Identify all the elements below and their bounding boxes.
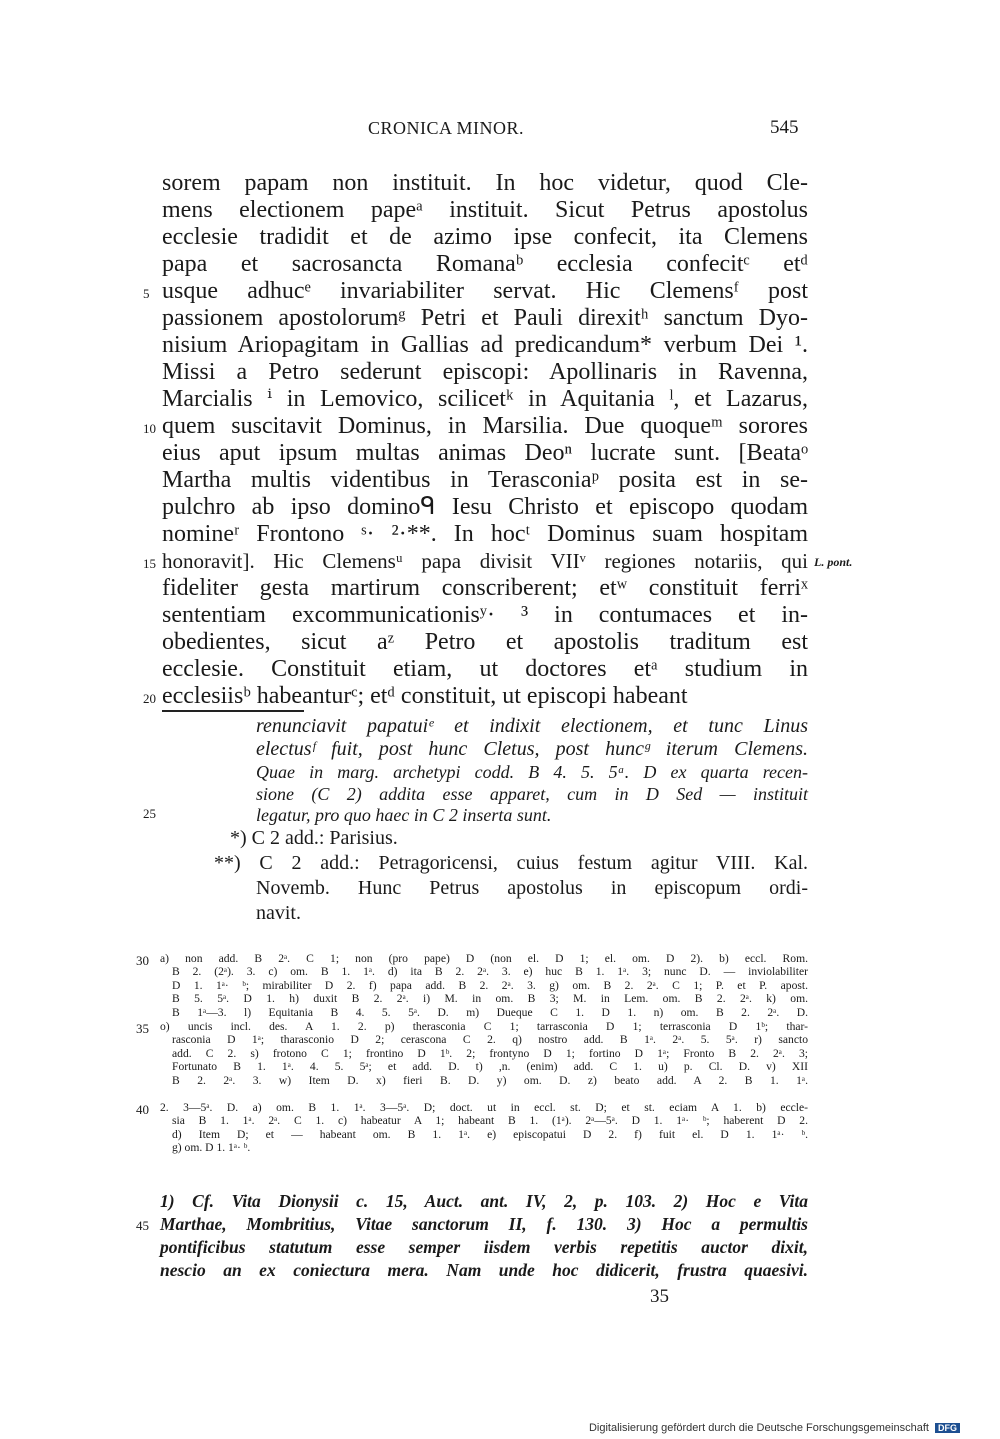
text-line: ecclesie tradidit et de azimo ipse confecit, ita Clemens	[162, 224, 808, 250]
text-line: usque adhucᵉ invariabiliter servat. Hic Clemensᶠ post	[162, 278, 808, 304]
line-number: 15	[143, 556, 156, 571]
footnote-line: nescio an ex coniectura mera. Nam unde hoc didicerit, frustra quaesivi.	[160, 1260, 808, 1280]
text-line: obedientes, sicut aᶻ Petro et apostolis traditum est	[162, 629, 808, 655]
apparatus-line: a) non add. B 2ᵃ. C 1; non (pro pape) D (non el. D 1; el. om. D 2). b) eccl. Rom.	[160, 952, 808, 965]
page-number: 545	[770, 117, 799, 138]
text-line: Martha multis videntibus in Terasconiaᵖ posita est in se-	[162, 467, 808, 493]
text-line: eius aput ipsum multas animas Deoⁿ lucrate sunt. [Beataᵒ	[162, 440, 808, 466]
line-number: 40	[136, 1102, 149, 1117]
note-line: electusᶠ fuit, post hunc Cletus, post huncᵍ iterum Clemens.	[256, 738, 808, 760]
text-line: papa et sacrosancta Romanaᵇ ecclesia confecitᶜ etᵈ	[162, 251, 808, 277]
text-line: ecclesiisᵇ habeanturᶜ; etᵈ constituit, ut episcopi habeant	[162, 683, 688, 709]
apparatus-line: d) Item D; et — habeant om. B 1. 1ᵃ. e) episcopatui D 2. f) fuit el. D 1. 1ᵃ· ᵇ.	[172, 1128, 808, 1141]
running-title: CRONICA MINOR.	[368, 118, 525, 138]
apparatus-line: D 1. 1ᵃ· ᵇ; mirabiliter D 2. f) papa add. B 2. 2ᵃ. 3. g) om. B 2. 2ᵃ. C 1; P. et P. apost.	[172, 979, 808, 992]
apparatus-line: g) om. D 1. 1ᵃ· ᵇ.	[172, 1141, 251, 1154]
apparatus-line: B 1ᵃ—3. l) Equitania B 4. 5. 5ᵃ. D. m) Dueque C 1. D 1. n) om. B 2. 2ᵃ. D.	[172, 1006, 808, 1019]
apparatus-line: B 2. 2ᵃ. 3. w) Item D. x) fieri B. D. y) om. D. z) beato add. A 2. B 1. 1ᵃ.	[172, 1074, 808, 1087]
apparatus-line: o) uncis incl. des. A 1. 2. p) therasconia C 1; tarrasconia D 1; terrasconia D 1ᵇ; thar-	[160, 1020, 808, 1033]
note-line: Quae in marg. archetypi codd. B 4. 5. 5ᵃ. D ex quarta recen-	[256, 762, 808, 782]
apparatus-line: Fortunato B 1. 1ᵃ. 4. 5. 5ᵃ; et add. D. t) ,n. (enim) add. C 1. u) p. Cl. D. v) XII	[172, 1060, 808, 1073]
text-line: fideliter gesta martirum conscriberent; etʷ constituit ferriˣ	[162, 575, 808, 601]
text-line: ecclesie. Constituit etiam, ut doctores etᵃ studium in	[162, 656, 808, 682]
text-line: sententiam excommunicationisʸ· ³ in contumaces et in-	[162, 602, 808, 628]
apparatus-line: add. C 2. s) frotono C 1; frontino D 1ᵇ. 2; frontyno D 1; fortino D 1ᵃ; Fronto B 2. 2ᵃ. 3;	[172, 1047, 808, 1060]
note-line: legatur, pro quo haec in C 2 inserta sunt.	[256, 805, 552, 825]
text-line: mens electionem papeᵃ instituit. Sicut Petrus apostolus	[162, 197, 808, 223]
note-line: renunciavit papatuiᵉ et indixit electionem, et tunc Linus	[256, 715, 808, 737]
note-line: navit.	[256, 902, 301, 924]
line-number: 10	[143, 421, 156, 436]
footnote-line: 1) Cf. Vita Dionysii c. 15, Auct. ant. IV, 2, p. 103. 2) Hoc e Vita	[160, 1191, 808, 1211]
apparatus-line: B 5. 5ᵃ. D 1. h) duxit B 2. 2ᵃ. i) M. in om. B 3; M. in Lem. om. B 2. 2ᵃ. k) om.	[172, 992, 808, 1005]
apparatus-line: 2. 3—5ᵃ. D. a) om. B 1. 1ᵃ. 3—5ᵃ. D; doct. ut in eccl. st. D; et st. eciam A 1. b) eccle-	[160, 1101, 808, 1114]
text-line: sorem papam non instituit. In hoc videtur, quod Cle-	[162, 170, 808, 196]
separator-rule	[162, 710, 304, 712]
text-line: pulchro ab ipso dominoᑫ Iesu Christo et episcopo quodam	[162, 494, 808, 520]
digitization-footer	[589, 1422, 960, 1434]
line-number: 45	[136, 1218, 149, 1233]
apparatus-line: B 2. (2ᵃ). 3. c) om. B 1. 1ᵃ. d) ita B 2. 2ᵃ. 3. e) huc B 1. 1ᵃ. 3; nunc D. — inviolabiliter	[172, 965, 808, 978]
note-line: *) C 2 add.: Parisius.	[230, 827, 398, 849]
margin-note: L. pont.	[814, 555, 853, 569]
text-line: honoravit]. Hic Clemensᵘ papa divisit VIIᵛ regiones notariis, qui	[162, 549, 808, 573]
text-line: Missi a Petro sederunt episcopi: Apollinaris in Ravenna,	[162, 359, 808, 385]
note-line: **) C 2 add.: Petragoricensi, cuius festum agitur VIII. Kal.	[214, 852, 808, 874]
note-line: sione (C 2) addita esse apparet, cum in D Sed — instituit	[256, 784, 808, 804]
footnote-line: Marthae, Mombritius, Vitae sanctorum II, f. 130. 3) Hoc a permultis	[160, 1214, 808, 1234]
line-number: 35	[136, 1021, 149, 1036]
footnote-line: pontificibus statutum esse semper iisdem verbis repetitis auctor dixit,	[160, 1237, 808, 1257]
footer-text: Digitalisierung gefördert durch die Deutsche Forschungsgemeinschaft	[588, 1422, 929, 1434]
apparatus-line: rasconia D 1ᵃ; tharasconio D 2; cerascona C 2. q) nostro add. B 1ᵃ. 2ᵃ. 5. 5ᵃ. r) sancto	[172, 1033, 808, 1046]
dfg-logo: DFG	[935, 1423, 960, 1433]
text-line: passionem apostolorumᵍ Petri et Pauli direxitʰ sanctum Dyo-	[162, 305, 808, 331]
text-line: nomineʳ Frontono ˢ· ²·**. In hocᵗ Dominus suam hospitam	[162, 521, 808, 547]
text-line: nisium Ariopagitam in Gallias ad predicandum* verbum Dei ¹.	[162, 332, 808, 358]
signature-mark: 35	[650, 1286, 669, 1307]
line-number: 5	[143, 286, 150, 301]
text-line: quem suscitavit Dominus, in Marsilia. Due quoqueᵐ sorores	[162, 413, 808, 439]
text-line: Marcialis ⁱ in Lemovico, scilicetᵏ in Aquitania ˡ, et Lazarus,	[162, 386, 808, 412]
line-number: 30	[136, 953, 149, 968]
note-line: Novemb. Hunc Petrus apostolus in episcopum ordi-	[256, 877, 808, 899]
line-number: 20	[143, 691, 156, 706]
apparatus-line: sia B 1. 1ᵃ. 2ᵃ. C 1. c) habeatur A 1; habeant B 1. (1ᵃ). 2ᵃ—5ᵃ. D 1. 1ᵃ· ᵇ; haberent D 2.	[172, 1114, 808, 1127]
line-number: 25	[143, 806, 156, 821]
